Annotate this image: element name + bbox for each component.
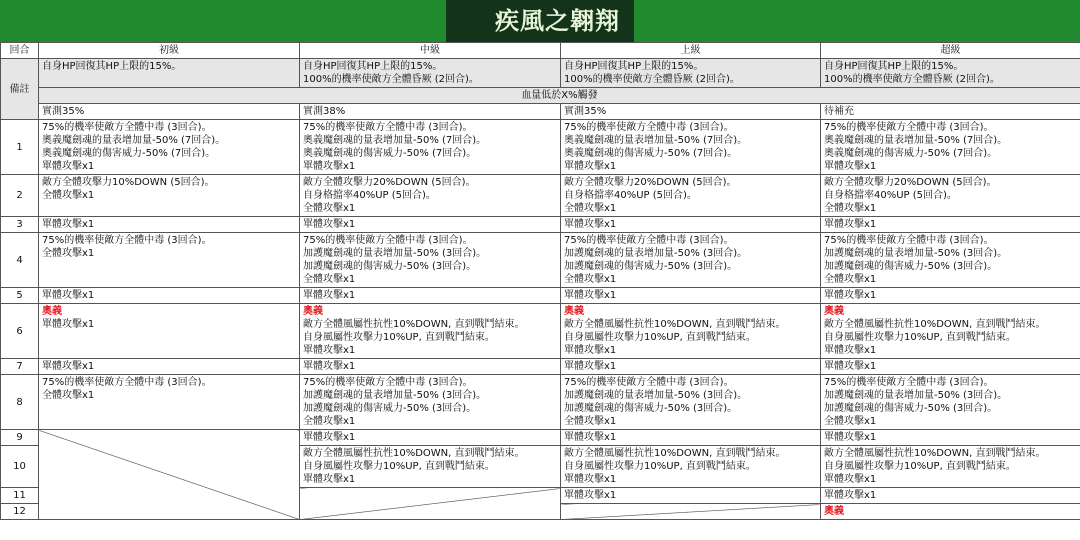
turn-number: 11	[1, 488, 39, 504]
skill-cell	[561, 359, 821, 375]
measured-row	[1, 104, 1080, 120]
turn-number: 6	[1, 304, 39, 359]
skill-cell: 敵方全體風屬性抗性10%DOWN, 直到戰鬥結束。 自身風屬性攻擊力10%UP, 直到戰鬥結束。 單體攻擊x1	[821, 446, 1080, 488]
turn-number: 4	[1, 233, 39, 288]
notes-row	[1, 59, 1080, 88]
skill-cell	[39, 217, 300, 233]
skill-cell	[300, 304, 561, 359]
skill-cell	[561, 175, 821, 217]
skill-text: 敵方全體風屬性抗性10%DOWN, 直到戰鬥結束。 自身風屬性攻擊力10%UP, 直到戰鬥結束。 單體攻擊x1	[303, 319, 525, 356]
skill-cell: 敵方全體風屬性抗性10%DOWN, 直到戰鬥結束。 自身風屬性攻擊力10%UP, 直到戰鬥結束。 單體攻擊x1	[300, 446, 561, 488]
turn-number: 3	[1, 217, 39, 233]
boss-pattern-table	[0, 42, 1080, 520]
trigger-row	[1, 88, 1080, 104]
turn-row	[1, 288, 1080, 304]
skill-text: 75%的機率使敵方全體中毒 (3回合)。 奧義魔劍魂的量表增加量-50% (7回合)。 奧義魔劍魂的傷害威力-50% (7回合)。 單體攻擊x1	[303, 122, 487, 172]
skill-text: 單體攻擊x1	[42, 361, 95, 372]
turn-number: 8	[1, 375, 39, 430]
skill-text: 單體攻擊x1	[303, 361, 356, 372]
skill-cell	[300, 175, 561, 217]
skill-text: 單體攻擊x1	[42, 219, 95, 230]
measured-cell: 實測38%	[300, 104, 561, 120]
skill-cell	[561, 304, 821, 359]
skill-text: 單體攻擊x1	[564, 361, 617, 372]
skill-text: 單體攻擊x1	[303, 219, 356, 230]
skill-cell	[821, 359, 1080, 375]
skill-cell	[821, 288, 1080, 304]
ultimate-text: 奧義	[824, 506, 844, 517]
empty-slash-cell	[561, 504, 821, 520]
skill-cell	[39, 288, 300, 304]
banner-title: 疾風之翱翔	[446, 0, 634, 42]
skill-text: 單體攻擊x1	[824, 361, 877, 372]
turn-number: 10	[1, 446, 39, 488]
skill-text: 單體攻擊x1	[42, 290, 95, 301]
turn-row	[1, 217, 1080, 233]
ultimate-label: 奧義	[824, 306, 844, 317]
banner	[0, 0, 1080, 42]
skill-text: 75%的機率使敵方全體中毒 (3回合)。 加護魔劍魂的量表增加量-50% (3回合)。 加護魔劍魂的傷害威力-50% (3回合)。 全體攻擊x1	[824, 235, 1008, 285]
skill-text: 敵方全體攻擊力20%DOWN (5回合)。 自身格擋率40%UP (5回合)。 全體攻擊x1	[303, 177, 476, 214]
turn-row	[1, 375, 1080, 430]
skill-cell	[561, 217, 821, 233]
skill-text: 敵方全體攻擊力10%DOWN (5回合)。 全體攻擊x1	[42, 177, 215, 201]
skill-cell: 單體攻擊x1	[300, 430, 561, 446]
turn-number: 5	[1, 288, 39, 304]
ultimate-label: 奧義	[42, 306, 62, 317]
skill-cell	[821, 304, 1080, 359]
note-cell: 自身HP回復其HP上限的15%。 100%的機率使敵方全體昏厥 (2回合)。	[821, 59, 1080, 88]
skill-text: 單體攻擊x1	[824, 219, 877, 230]
skill-text: 單體攻擊x1	[564, 219, 617, 230]
empty-diagonal-cell	[39, 430, 300, 520]
measured-cell: 實測35%	[39, 104, 300, 120]
empty-slash-cell	[300, 488, 561, 520]
skill-cell: 敵方全體風屬性抗性10%DOWN, 直到戰鬥結束。 自身風屬性攻擊力10%UP, 直到戰鬥結束。 單體攻擊x1	[561, 446, 821, 488]
skill-text: 75%的機率使敵方全體中毒 (3回合)。 全體攻擊x1	[42, 235, 212, 259]
header-turn: 回合	[1, 43, 39, 59]
ultimate-label: 奧義	[564, 306, 584, 317]
skill-cell	[39, 304, 300, 359]
skill-cell	[39, 375, 300, 430]
skill-text: 單體攻擊x1	[564, 290, 617, 301]
skill-cell: 單體攻擊x1	[561, 488, 821, 504]
skill-cell	[300, 359, 561, 375]
skill-text: 單體攻擊x1	[303, 290, 356, 301]
header-advanced: 上級	[561, 43, 821, 59]
skill-text: 敵方全體攻擊力20%DOWN (5回合)。 自身格擋率40%UP (5回合)。 全體攻擊x1	[564, 177, 737, 214]
skill-cell: 單體攻擊x1	[821, 430, 1080, 446]
turn-row	[1, 359, 1080, 375]
turn-number: 9	[1, 430, 39, 446]
skill-text: 敵方全體風屬性抗性10%DOWN, 直到戰鬥結束。 自身風屬性攻擊力10%UP, 直到戰鬥結束。 單體攻擊x1	[824, 319, 1046, 356]
skill-cell	[561, 233, 821, 288]
note-cell: 自身HP回復其HP上限的15%。	[39, 59, 300, 88]
skill-cell	[300, 120, 561, 175]
measured-cell: 實測35%	[561, 104, 821, 120]
skill-cell	[39, 120, 300, 175]
skill-text: 75%的機率使敵方全體中毒 (3回合)。 全體攻擊x1	[42, 377, 212, 401]
skill-cell	[300, 375, 561, 430]
skill-cell	[821, 175, 1080, 217]
skill-text: 75%的機率使敵方全體中毒 (3回合)。 奧義魔劍魂的量表增加量-50% (7回合)。 奧義魔劍魂的傷害威力-50% (7回合)。 單體攻擊x1	[824, 122, 1008, 172]
skill-text: 75%的機率使敵方全體中毒 (3回合)。 奧義魔劍魂的量表增加量-50% (7回合)。 奧義魔劍魂的傷害威力-50% (7回合)。 單體攻擊x1	[42, 122, 226, 172]
turn-number: 2	[1, 175, 39, 217]
skill-cell	[561, 120, 821, 175]
skill-text: 75%的機率使敵方全體中毒 (3回合)。 加護魔劍魂的量表增加量-50% (3回合)。 加護魔劍魂的傷害威力-50% (3回合)。 全體攻擊x1	[824, 377, 1008, 427]
skill-text: 單體攻擊x1	[824, 290, 877, 301]
skill-cell	[39, 359, 300, 375]
skill-text: 敵方全體攻擊力20%DOWN (5回合)。 自身格擋率40%UP (5回合)。 全體攻擊x1	[824, 177, 997, 214]
skill-text: 75%的機率使敵方全體中毒 (3回合)。 加護魔劍魂的量表增加量-50% (3回合)。 加護魔劍魂的傷害威力-50% (3回合)。 全體攻擊x1	[564, 377, 748, 427]
skill-text: 敵方全體風屬性抗性10%DOWN, 直到戰鬥結束。 自身風屬性攻擊力10%UP, 直到戰鬥結束。 單體攻擊x1	[564, 319, 786, 356]
skill-cell	[821, 233, 1080, 288]
skill-cell	[561, 375, 821, 430]
skill-cell	[39, 233, 300, 288]
skill-cell	[300, 233, 561, 288]
skill-text: 單體攻擊x1	[42, 319, 95, 330]
note-cell: 自身HP回復其HP上限的15%。 100%的機率使敵方全體昏厥 (2回合)。	[561, 59, 821, 88]
skill-cell	[821, 120, 1080, 175]
skill-text: 75%的機率使敵方全體中毒 (3回合)。 加護魔劍魂的量表增加量-50% (3回合)。 加護魔劍魂的傷害威力-50% (3回合)。 全體攻擊x1	[303, 377, 487, 427]
turn-number: 12	[1, 504, 39, 520]
measured-cell: 待補充	[821, 104, 1080, 120]
turn-row	[1, 304, 1080, 359]
turn-number: 1	[1, 120, 39, 175]
header-intermediate: 中級	[300, 43, 561, 59]
turn-row	[1, 175, 1080, 217]
turn-row	[1, 233, 1080, 288]
header-beginner: 初級	[39, 43, 300, 59]
ultimate-label	[821, 504, 1080, 520]
skill-cell: 單體攻擊x1	[821, 488, 1080, 504]
note-label: 備註	[1, 59, 39, 120]
ultimate-label: 奧義	[303, 306, 323, 317]
turn-row	[1, 120, 1080, 175]
turn-row	[1, 430, 1080, 446]
header-row	[1, 43, 1080, 59]
skill-cell	[821, 217, 1080, 233]
skill-cell: 單體攻擊x1	[561, 430, 821, 446]
trigger-note: 血量低於X%觸發	[39, 88, 1080, 104]
skill-cell	[300, 288, 561, 304]
turn-number: 7	[1, 359, 39, 375]
skill-cell	[821, 375, 1080, 430]
skill-cell	[561, 288, 821, 304]
skill-text: 75%的機率使敵方全體中毒 (3回合)。 加護魔劍魂的量表增加量-50% (3回合)。 加護魔劍魂的傷害威力-50% (3回合)。 全體攻擊x1	[564, 235, 748, 285]
header-expert: 超級	[821, 43, 1080, 59]
skill-text: 75%的機率使敵方全體中毒 (3回合)。 加護魔劍魂的量表增加量-50% (3回合)。 加護魔劍魂的傷害威力-50% (3回合)。 全體攻擊x1	[303, 235, 487, 285]
skill-cell	[300, 217, 561, 233]
skill-cell	[39, 175, 300, 217]
skill-text: 75%的機率使敵方全體中毒 (3回合)。 奧義魔劍魂的量表增加量-50% (7回合)。 奧義魔劍魂的傷害威力-50% (7回合)。 單體攻擊x1	[564, 122, 748, 172]
note-cell: 自身HP回復其HP上限的15%。 100%的機率使敵方全體昏厥 (2回合)。	[300, 59, 561, 88]
